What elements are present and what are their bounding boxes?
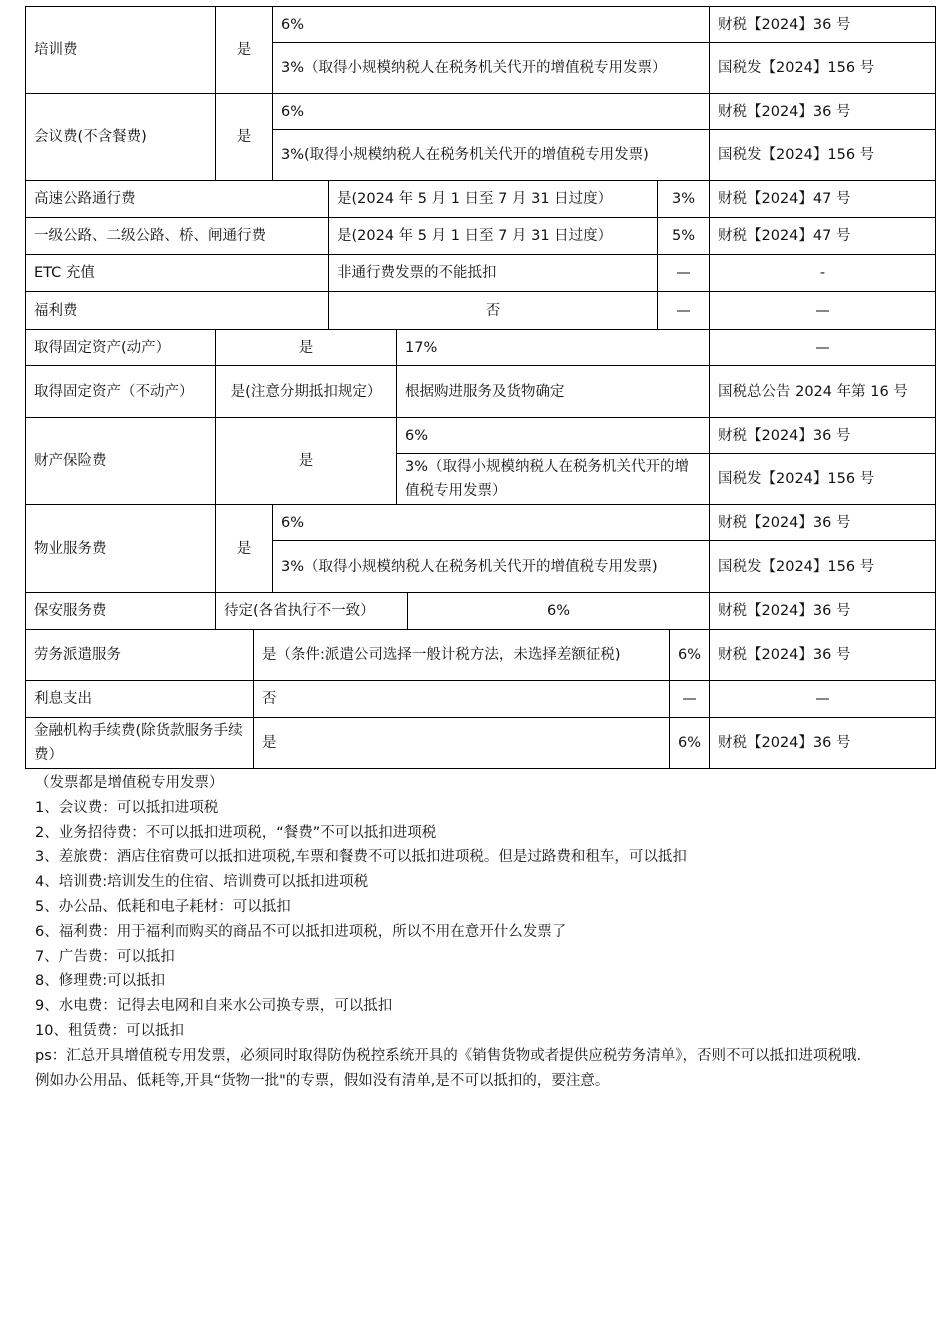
doc-small-scale: 国税发【2024】156 号 bbox=[718, 558, 875, 575]
table-row bbox=[26, 255, 936, 292]
rate-small-scale: 3%（取得小规模纳税人在税务机关代开的增值税专用发票) bbox=[281, 558, 658, 575]
doc-general: 财税【2024】36 号 bbox=[710, 505, 935, 541]
note-item: 1、会议费：可以抵扣进项税 bbox=[35, 799, 219, 816]
deductible-value: 否 bbox=[254, 681, 670, 717]
note-item: 8、修理费:可以抵扣 bbox=[35, 973, 166, 990]
deductible-value: 是 bbox=[254, 718, 670, 768]
item-name: 劳务派遣服务 bbox=[26, 630, 254, 680]
rate-general: 6% bbox=[397, 418, 709, 454]
table-row bbox=[26, 593, 936, 630]
rate-general: 6% bbox=[273, 7, 709, 43]
table-row bbox=[26, 292, 936, 330]
document-cell bbox=[710, 418, 936, 504]
table-row bbox=[26, 330, 936, 366]
doc-general: 财税【2024】36 号 bbox=[710, 7, 935, 43]
table-row bbox=[26, 7, 936, 94]
note-item: 2、业务招待费：不可以抵扣进项税，“餐费”不可以抵扣进项税 bbox=[35, 824, 437, 841]
deductible-value: 待定(各省执行不一致） bbox=[216, 593, 408, 629]
notes-heading: （发票都是增值税专用发票） bbox=[35, 775, 224, 791]
example-note: 例如办公用品、低耗等,开具“货物一批"的专票，假如没有清单,是不可以抵扣的，要注意。 bbox=[35, 1072, 610, 1089]
tax-rate: 6% bbox=[408, 593, 710, 629]
policy-document: 财税【2024】47 号 bbox=[710, 218, 936, 254]
policy-document: — bbox=[710, 681, 936, 717]
policy-document: 财税【2024】36 号 bbox=[710, 593, 936, 629]
doc-small-scale: 国税发【2024】156 号 bbox=[718, 147, 875, 163]
deductible-value: 是 bbox=[216, 505, 273, 592]
note-item: 7、广告费：可以抵扣 bbox=[35, 948, 175, 965]
deduction-table bbox=[25, 6, 936, 769]
table-row bbox=[26, 94, 936, 181]
item-name: 物业服务费 bbox=[26, 505, 216, 592]
policy-document: 国税总公告 2024 年第 16 号 bbox=[710, 366, 936, 417]
document-cell bbox=[710, 505, 936, 592]
tax-rate: 6% bbox=[670, 718, 710, 768]
policy-document: 财税【2024】36 号 bbox=[710, 718, 936, 768]
policy-document: — bbox=[710, 292, 936, 329]
doc-small-scale: 国税发【2024】156 号 bbox=[718, 60, 875, 76]
deductible-value: 非通行费发票的不能抵扣 bbox=[329, 255, 658, 291]
note-item: 9、水电费：记得去电网和自来水公司换专票，可以抵扣 bbox=[35, 998, 393, 1015]
item-name: 会议费(不含餐费) bbox=[26, 94, 216, 180]
table-row bbox=[26, 505, 936, 593]
deductible-value: 是 bbox=[216, 94, 273, 180]
document bbox=[25, 6, 936, 1093]
tax-rate: 5% bbox=[658, 218, 710, 254]
table-row bbox=[26, 218, 936, 255]
note-item: 10、租赁费：可以抵扣 bbox=[35, 1022, 184, 1039]
item-name: 高速公路通行费 bbox=[26, 181, 329, 217]
policy-document: 财税【2024】36 号 bbox=[710, 630, 936, 680]
item-name: 财产保险费 bbox=[26, 418, 216, 504]
tax-rate: 根据购进服务及货物确定 bbox=[397, 366, 710, 417]
rate-cell bbox=[273, 505, 710, 592]
policy-document: 财税【2024】47 号 bbox=[710, 181, 936, 217]
ps-note: ps：汇总开具增值税专用发票，必须同时取得防伪税控系统开具的《销售货物或者提供应税劳务清单》，否则不可以抵扣进项税哦. bbox=[35, 1047, 862, 1064]
rate-cell bbox=[273, 7, 710, 93]
document-cell bbox=[710, 7, 936, 93]
deductible-value: 是 bbox=[216, 330, 397, 365]
table-row bbox=[26, 681, 936, 718]
tax-rate: — bbox=[670, 681, 710, 717]
deductible-value: 是(2024 年 5 月 1 日至 7 月 31 日过度） bbox=[329, 218, 658, 254]
note-item: 6、福利费：用于福利而购买的商品不可以抵扣进项税，所以不用在意开什么发票了 bbox=[35, 923, 567, 940]
note-item: 5、办公品、低耗和电子耗材：可以抵扣 bbox=[35, 898, 291, 915]
doc-small-scale: 国税发【2024】156 号 bbox=[718, 471, 875, 487]
tax-rate: 17% bbox=[397, 330, 710, 365]
rate-small-scale: 3%(取得小规模纳税人在税务机关代开的增值税专用发票) bbox=[281, 147, 649, 163]
table-row bbox=[26, 366, 936, 418]
doc-general: 财税【2024】36 号 bbox=[710, 418, 935, 454]
item-name: 培训费 bbox=[26, 7, 216, 93]
deductible-value: 是（条件:派遣公司选择一般计税方法，未选择差额征税) bbox=[254, 630, 670, 680]
rate-cell bbox=[397, 418, 710, 504]
tax-rate: — bbox=[658, 255, 710, 291]
table-row bbox=[26, 718, 936, 769]
item-name: 保安服务费 bbox=[26, 593, 216, 629]
note-item: 3、差旅费：酒店住宿费可以抵扣进项税,车票和餐费不可以抵扣进项税。但是过路费和租车，可以抵扣 bbox=[35, 849, 687, 866]
item-name: 取得固定资产（不动产） bbox=[26, 366, 216, 417]
document-cell bbox=[710, 94, 936, 180]
item-name: 福利费 bbox=[26, 292, 329, 329]
rate-small-scale: 3%（取得小规模纳税人在税务机关代开的增值税专用发票） bbox=[405, 459, 690, 499]
rate-general: 6% bbox=[273, 94, 709, 130]
item-name: 利息支出 bbox=[26, 681, 254, 717]
table-row bbox=[26, 630, 936, 681]
tax-rate: 3% bbox=[658, 181, 710, 217]
deductible-value: 是(2024 年 5 月 1 日至 7 月 31 日过度） bbox=[329, 181, 658, 217]
rate-general: 6% bbox=[273, 505, 709, 541]
policy-document: - bbox=[710, 255, 936, 291]
table-row bbox=[26, 181, 936, 218]
deductible-value: 是 bbox=[216, 418, 397, 504]
item-name: ETC 充值 bbox=[26, 255, 329, 291]
item-name: 取得固定资产(动产） bbox=[26, 330, 216, 365]
tax-rate: — bbox=[658, 292, 710, 329]
item-name: 金融机构手续费(除货款服务手续费） bbox=[26, 718, 254, 768]
notes-section bbox=[25, 769, 936, 1093]
deductible-value: 否 bbox=[329, 292, 658, 329]
policy-document: — bbox=[710, 330, 936, 365]
table-row bbox=[26, 418, 936, 505]
tax-rate: 6% bbox=[670, 630, 710, 680]
doc-general: 财税【2024】36 号 bbox=[710, 94, 935, 130]
rate-cell bbox=[273, 94, 710, 180]
rate-small-scale: 3%（取得小规模纳税人在税务机关代开的增值税专用发票） bbox=[281, 60, 667, 76]
deductible-value: 是 bbox=[216, 7, 273, 93]
deductible-value: 是(注意分期抵扣规定） bbox=[216, 366, 397, 417]
item-name: 一级公路、二级公路、桥、闸通行费 bbox=[26, 218, 329, 254]
note-item: 4、培训费:培训发生的住宿、培训费可以抵扣进项税 bbox=[35, 874, 369, 891]
